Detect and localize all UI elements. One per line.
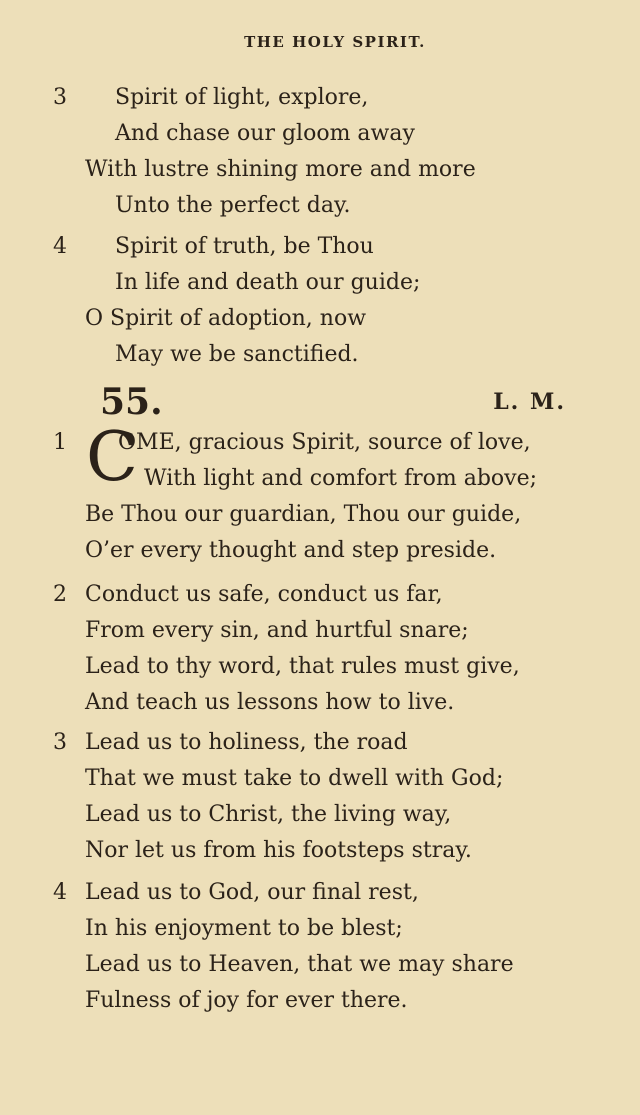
verse-line: Unto the perfect day. bbox=[115, 193, 351, 218]
hymn-stanza-1 bbox=[0, 418, 640, 569]
verse-line: Be Thou our guardian, Thou our guide, bbox=[85, 502, 522, 527]
verse-line: May we be sanctified. bbox=[115, 342, 359, 367]
hymn-stanza-4 bbox=[0, 875, 640, 1019]
stanza-prev-3 bbox=[0, 80, 640, 224]
verse-line: Fulness of joy for ever there. bbox=[85, 988, 408, 1013]
stanza-prev-4 bbox=[0, 229, 640, 373]
verse-line: Nor let us from his footsteps stray. bbox=[85, 838, 472, 863]
hymn-stanza-3 bbox=[0, 725, 640, 869]
verse-line: And chase our gloom away bbox=[115, 121, 415, 146]
stanza-number: 2 bbox=[53, 582, 67, 607]
verse-line: Spirit of light, explore, bbox=[115, 85, 369, 110]
verse-line: Conduct us safe, conduct us far, bbox=[85, 582, 443, 607]
verse-line: In his enjoyment to be blest; bbox=[85, 916, 403, 941]
verse-line: Lead us to Christ, the living way, bbox=[85, 802, 452, 827]
stanza-number: 3 bbox=[53, 85, 67, 110]
verse-line: Lead to thy word, that rules must give, bbox=[85, 654, 520, 679]
verse-line: In life and death our guide; bbox=[115, 270, 421, 295]
drop-cap: C bbox=[86, 418, 139, 497]
verse-line: Lead us to Heaven, that we may share bbox=[85, 952, 514, 977]
verse-line: With lustre shining more and more bbox=[85, 157, 476, 182]
verse-line: That we must take to dwell with God; bbox=[85, 766, 504, 791]
verse-line: From every sin, and hurtful snare; bbox=[85, 618, 469, 643]
stanza-number: 1 bbox=[53, 430, 67, 455]
stanza-number: 4 bbox=[53, 234, 67, 259]
verse-line: Lead us to holiness, the road bbox=[85, 730, 408, 755]
stanza-number: 3 bbox=[53, 730, 67, 755]
verse-line: O Spirit of adoption, now bbox=[85, 306, 367, 331]
verse-line: O’er every thought and step preside. bbox=[85, 538, 497, 563]
verse-line: And teach us lessons how to live. bbox=[85, 690, 455, 715]
hymn-number: 55. bbox=[100, 381, 163, 423]
verse-line: Lead us to God, our final rest, bbox=[85, 880, 419, 905]
verse-line: OME, gracious Spirit, source of love, bbox=[118, 430, 531, 455]
stanza-number: 4 bbox=[53, 880, 67, 905]
hymn-stanza-2 bbox=[0, 577, 640, 721]
verse-line: With light and comfort from above; bbox=[144, 466, 538, 491]
hymn-meter: L. M. bbox=[493, 389, 566, 415]
verse-line: Spirit of truth, be Thou bbox=[115, 234, 374, 259]
running-header: THE HOLY SPIRIT. bbox=[244, 33, 426, 51]
